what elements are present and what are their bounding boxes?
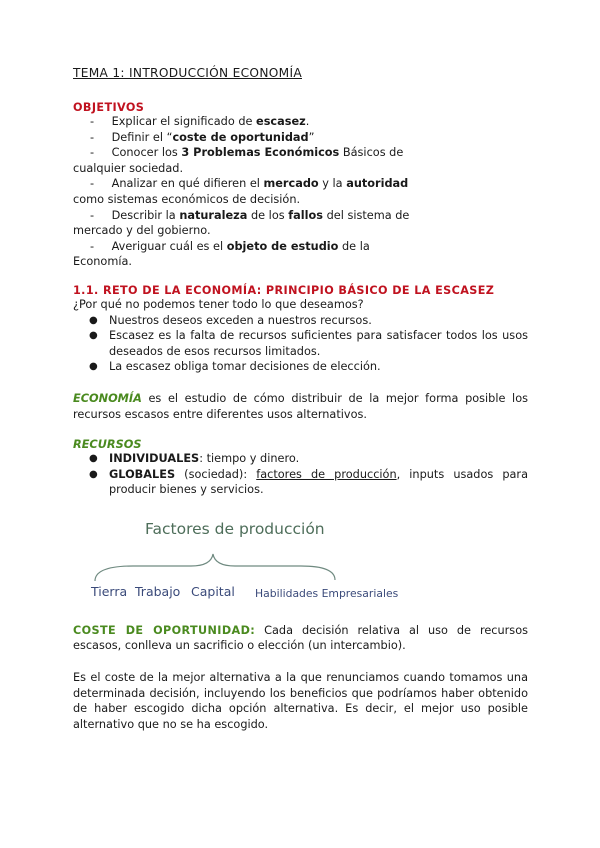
recursos-heading: RECURSOS — [73, 438, 142, 452]
bullet-icon: ● — [89, 361, 98, 373]
page-title: TEMA 1: INTRODUCCIÓN ECONOMÍA — [73, 66, 302, 80]
objetivo-item-continuation: cualquier sociedad. — [73, 161, 184, 175]
objetivos-list — [73, 114, 528, 270]
objetivo-item-continuation: Economía. — [73, 255, 132, 269]
bullet-icon: ● — [89, 330, 98, 342]
factores-title: Factores de producción — [145, 519, 325, 538]
coste-definition: COSTE DE OPORTUNIDAD: Cada decisión relativa al uso de recursos escasos, conlleva un sacrificio o elección (un intercambio). — [73, 623, 528, 653]
recursos-list — [73, 451, 528, 498]
list-item: ● Escasez es la falta de recursos suficientes para satisfacer todos los usos deseados de esos recursos limitados. — [89, 329, 528, 358]
bullet-icon: ● — [89, 453, 98, 465]
coste-paragraph: Es el coste de la mejor alternativa a la que renunciamos cuando tomamos una determinada decisión, incluyendo los beneficios que podríamos haber obtenido de haber escogido dicha opción alternativa. Es decir, el mejor uso posible alternativo que no se ha escogido. — [73, 671, 528, 731]
document-page — [73, 66, 528, 732]
factor-tierra: Tierra — [91, 583, 128, 599]
objetivo-item: - Analizar en qué difieren el mercado y la autoridad — [90, 177, 409, 191]
objetivo-item-continuation: como sistemas económicos de decisión. — [73, 192, 301, 206]
list-item: ● INDIVIDUALES: tiempo y dinero. — [89, 452, 300, 466]
factores-link: factores de producción — [256, 467, 397, 481]
bullet-icon: ● — [89, 468, 98, 480]
economia-definition: ECONOMÍA es el estudio de cómo distribuir de la mejor forma posible los recursos escasos entre diferentes usos alternativos. — [73, 391, 528, 421]
coste-heading: COSTE DE OPORTUNIDAD: — [73, 623, 256, 637]
objetivo-item: - Definir el “coste de oportunidad” — [90, 130, 315, 144]
objetivos-heading: OBJETIVOS — [73, 101, 145, 114]
factor-habilidades: Habilidades Empresariales — [255, 586, 399, 600]
list-item: ● La escasez obliga tomar decisiones de elección. — [89, 360, 381, 374]
curly-brace — [95, 554, 335, 581]
section-heading-1-1: 1.1. RETO DE LA ECONOMÍA: PRINCIPIO BÁSICO DE LA ESCASEZ — [73, 283, 495, 297]
objetivo-item: - Explicar el significado de escasez. — [90, 115, 310, 128]
list-item: ● Nuestros deseos exceden a nuestros recursos. — [89, 313, 372, 327]
objetivo-item-continuation: mercado y del gobierno. — [73, 224, 211, 238]
objetivo-item: - Averiguar cuál es el objeto de estudio de la — [90, 239, 370, 253]
economia-term: ECONOMÍA — [73, 391, 142, 405]
list-item: ● GLOBALES (sociedad): factores de producción, inputs usados para producir bienes y servicios. — [89, 467, 528, 497]
factor-trabajo: Trabajo — [135, 583, 181, 599]
bullet-icon: ● — [89, 314, 98, 326]
escasez-bullet-list — [73, 313, 528, 375]
factor-capital: Capital — [191, 583, 235, 599]
factores-figure — [73, 508, 528, 620]
objetivo-item: - Conocer los 3 Problemas Económicos Básicos de — [90, 146, 404, 160]
section-question: ¿Por qué no podemos tener todo lo que deseamos? — [73, 297, 364, 311]
objetivo-item: - Describir la naturaleza de los fallos del sistema de — [90, 208, 410, 222]
